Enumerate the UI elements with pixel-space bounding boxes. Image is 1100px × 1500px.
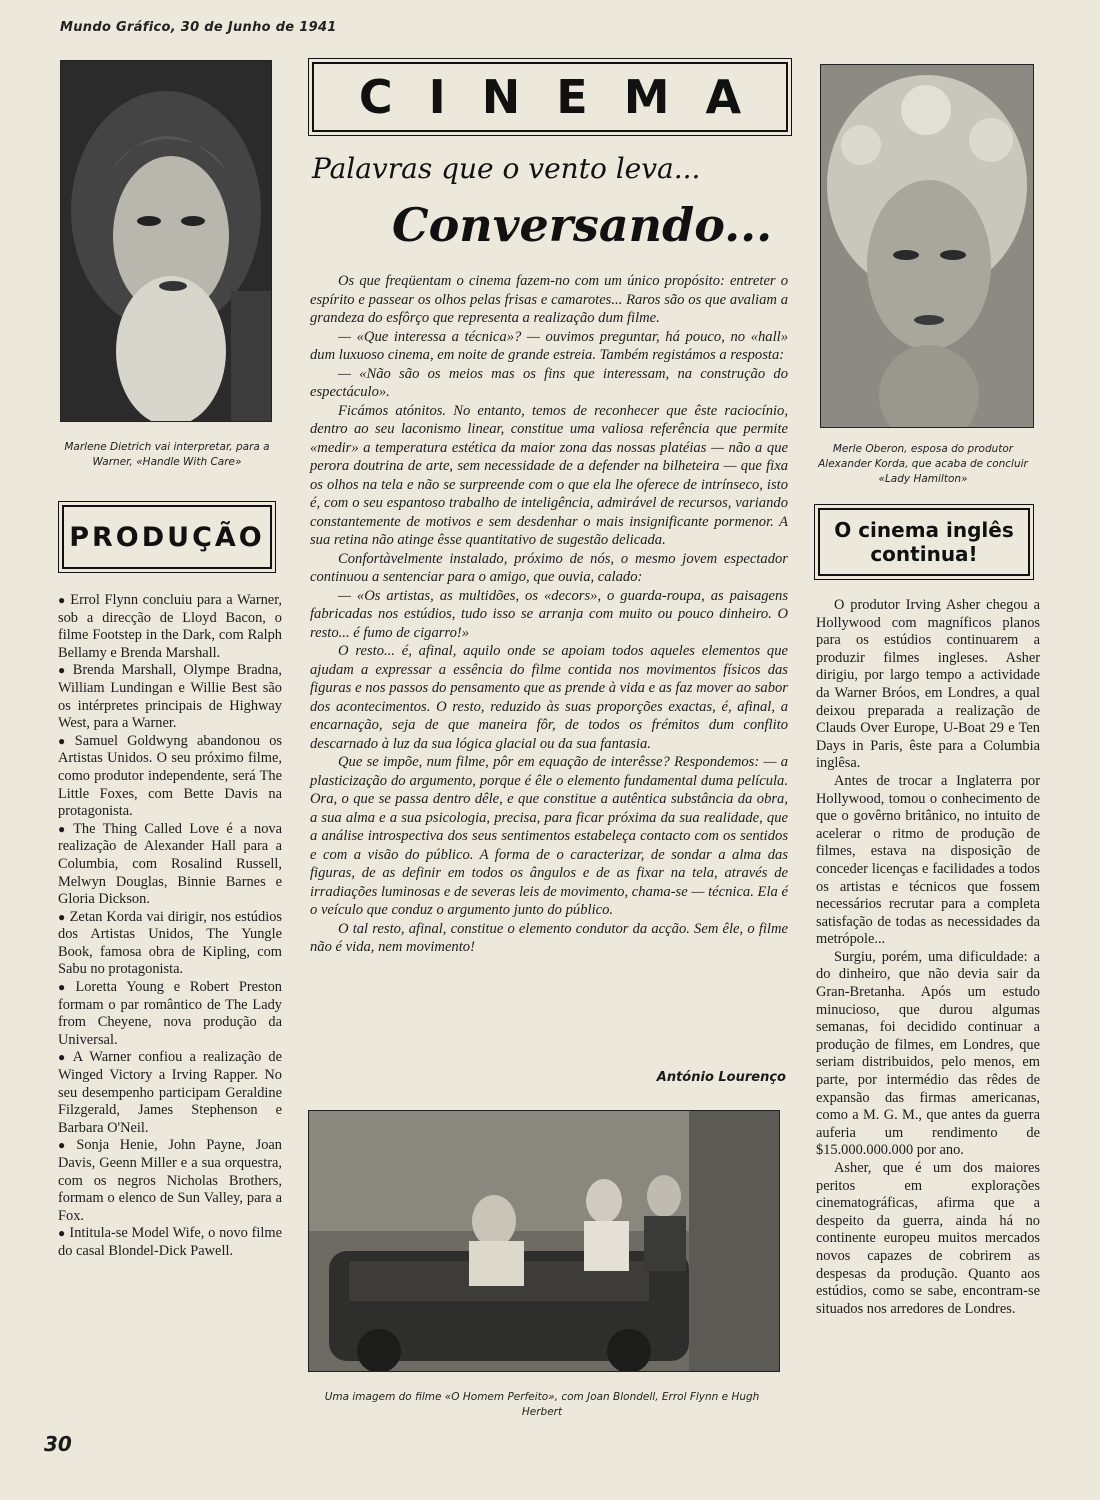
list-item: ● Errol Flynn concluiu para a Warner, sob a direcção de Lloyd Bacon, o filme Footstep in the Dark, com Ralph Bellamy e Brenda Marshall. — [58, 592, 283, 661]
list-item: ● Brenda Marshall, Olympe Bradna, William Lundingan e Willie Best são os intérpretes principais de Highway West, para a Warner. — [58, 662, 282, 732]
article-paragraph: Antes de trocar a Inglaterra por Hollywood, tomou o conhecimento de que o govêrno britânico, no intuito de acelerar o ritmo de produção de filmes, estava na disposição de conceder licenças e facilidades a todos os artistas e técnicos que fossem necessários recrutar para a completa satisfação de todas as necessidades da metrópole... — [816, 772, 1040, 948]
caption-bottom: Uma imagem do filme «O Homem Perfeito», com Joan Blondell, Errol Flynn e Hugh Herbert — [324, 1391, 760, 1418]
article-paragraph: Os que freqüentam o cinema fazem-no com um único propósito: entreter o espírito e passear os olhos pelas frisas e camarotes... Raros são os que avaliam a grandeza do esfôrço que representa a realização dum filme. — [310, 273, 788, 326]
page-number: 30 — [44, 1432, 72, 1456]
list-item: ● Loretta Young e Robert Preston formam o par romântico de The Lady from Cheyene, nova produção da Universal. — [58, 979, 283, 1048]
article-paragraph: — «Os artistas, as multidões, os «decors», o guarda-roupa, as paisagens fabricadas nos estúdios, tudo isso se arranja com muito ou pouco dinheiro. O resto... é fumo de cigarro!» — [310, 587, 788, 641]
caption-right: Merle Oberon, esposa do produtor Alexander Korda, que acaba de concluir «Lady Hamilton» — [818, 443, 1028, 485]
portrait-photo-left — [60, 60, 272, 422]
article-paragraph: — «Não são os meios mas os fins que interessam, na construção do espectáculo». — [310, 365, 788, 400]
producao-list — [58, 592, 282, 1261]
section-title: CINEMA — [358, 70, 778, 124]
portrait-photo-right — [820, 64, 1034, 428]
article-paragraph: Asher, que é um dos maiores peritos em explorações cinematográficas, afirma que a despeito da guerra, ainda há no continente europeu muitos mercados novos capazes de cobrirem as despesas da produção. Quanto aos estúdios, como se sabe, encontram-se situados nos arredores de Londres. — [816, 1160, 1040, 1317]
article-paragraph: O produtor Irving Asher chegou a Hollywood com magníficos planos para os estúdios continuarem a produzir filmes ingleses. Asher dirigiu, por largo tempo a actividade da Warner Bróos, em Londres, a qual deixou preparada a realização de Clauds Over Europe, U-Boat 29 e Ten Days in Paris, êste para a Columbia inglêsa. — [816, 597, 1040, 772]
section-title-box — [312, 62, 788, 132]
article-paragraph: O tal resto, afinal, constitue o elemento condutor da acção. Sem êle, o filme não é vida, nem movimento! — [310, 920, 788, 955]
article-paragraph: Que se impõe, num filme, pôr em equação de interêsse? Respondemos: — a plasticização do argumento, porque é êle o elemento fundamental duma película. Ora, o que se passa dentro dêle, e que constitue a autêntica substância da obra, a sua alma e a sua psicologia, precisa, para ficar próxima da sua realidade, que a análise introspectiva dos seus sentimentos estabeleça contacto com os sentidos e com a visão do público. A forma de o caracterizar, de sondar a alma das figuras, de as definir em todos os ângulos e de as fixar na tela, através de irradiações luminosas e de severas leis de movimento, chama-se — técnica. Ela é o veículo que conduz o argumento junto do público. — [310, 754, 788, 918]
page-header: Mundo Gráfico, 30 de Junho de 1941 — [60, 20, 337, 35]
article-paragraph: Surgiu, porém, uma dificuldade: a do dinheiro, que não devia sair da Gran-Bretanha. Após um estudo minucioso, que durou algumas semanas, foi decidido continuar a produção de filmes, em Londres, que seriam distribuidos, pelo menos, em parte, por intermédio das rêdes de expansão das firmas americanas, como a M. G. M., que antes da guerra auferia um rendimento de $15.000.000.000 por ano. — [816, 948, 1040, 1159]
producao-heading — [62, 505, 272, 569]
list-item: ● Zetan Korda vai dirigir, nos estúdios dos Artistas Unidos, The Yungle Book, famosa obra de Kipling, com Sabu no protagonista. — [58, 908, 282, 978]
ingles-heading — [818, 508, 1030, 576]
list-item: ● Samuel Goldwyng abandonou os Artistas Unidos. O seu próximo filme, como produtor independente, será The Little Foxes, com Bette Davis na protagonista. — [58, 732, 283, 820]
article-paragraph: O resto... é, afinal, aquilo onde se apoiam todos aqueles elementos que ajudam a expressar a essência do filme contida nos movimentos físicos das figuras e nos passos do pensamento que as prende à vida e as faz mover ao sabor dos acontecimentos. O resto, reduzido às suas proporções exactas, é, afinal, a encarnação, seja de que maneira fôr, de todos os frémitos dum conflito descarnado à luz da sua lógica glacial ou da sua fantasia. — [310, 643, 788, 752]
ingles-article-body — [816, 597, 1040, 1318]
headline: Conversando... — [392, 198, 773, 252]
list-item: ● Intitula-se Model Wife, o novo filme do casal Blondel-Dick Pawell. — [58, 1225, 282, 1259]
article-body — [310, 272, 788, 957]
byline: António Lourenço — [656, 1070, 786, 1085]
list-item: ● Sonja Henie, John Payne, Joan Davis, Geenn Miller e a sua orquestra, com os negros Nicholas Brothers, formam o elenco de Sun Valley, para a Fox. — [58, 1137, 282, 1224]
producao-title: PRODUÇÃO — [69, 521, 265, 553]
film-still-photo — [308, 1110, 780, 1372]
subhead: Palavras que o vento leva... — [312, 152, 701, 185]
article-paragraph: Confortàvelmente instalado, próximo de nós, o mesmo jovem espectador continuou a sentenciar para o amigo, que ouvia, calado: — [310, 550, 788, 585]
article-paragraph: Ficámos atónitos. No entanto, temos de reconhecer que êste raciocínio, dentro ao seu laconismo linear, constitue uma valiosa referência que permite «medir» a temperatura estética da maior zona das nossas platéias — não a que perora doutrina de arte, sem necessidade de a defender na bilheteira — que fixa os olhos na tela e não se surpreende com o que ela lhe oferece de intrínseco, isto é, com o seu espantoso trabalho de inteligência, admirável de recursos, variando constantemente de motivos e sem desdenhar o mais insignificante pormenor. A sua retina não atinge êsse quantitativo de sugestão delicada. — [310, 402, 788, 548]
ingles-title: O cinema inglês continua! — [834, 518, 1014, 566]
list-item: ● The Thing Called Love é a nova realização de Alexander Hall para a Columbia, com Rosalind Russell, Melwyn Douglas, Binnie Barnes e Gloria Dickson. — [58, 820, 282, 908]
article-paragraph: — «Que interessa a técnica»? — ouvimos preguntar, há pouco, no «hall» dum luxuoso cinema, em noite de grande estreia. Também registámos a resposta: — [310, 328, 788, 363]
caption-left: Marlene Dietrich vai interpretar, para a Warner, «Handle With Care» — [64, 441, 270, 468]
list-item: ● A Warner confiou a realização de Winged Victory a Irving Rapper. No seu desempenho participam Geraldine Filzgerald, James Stephenson e Barbara O'Neil. — [58, 1049, 283, 1136]
